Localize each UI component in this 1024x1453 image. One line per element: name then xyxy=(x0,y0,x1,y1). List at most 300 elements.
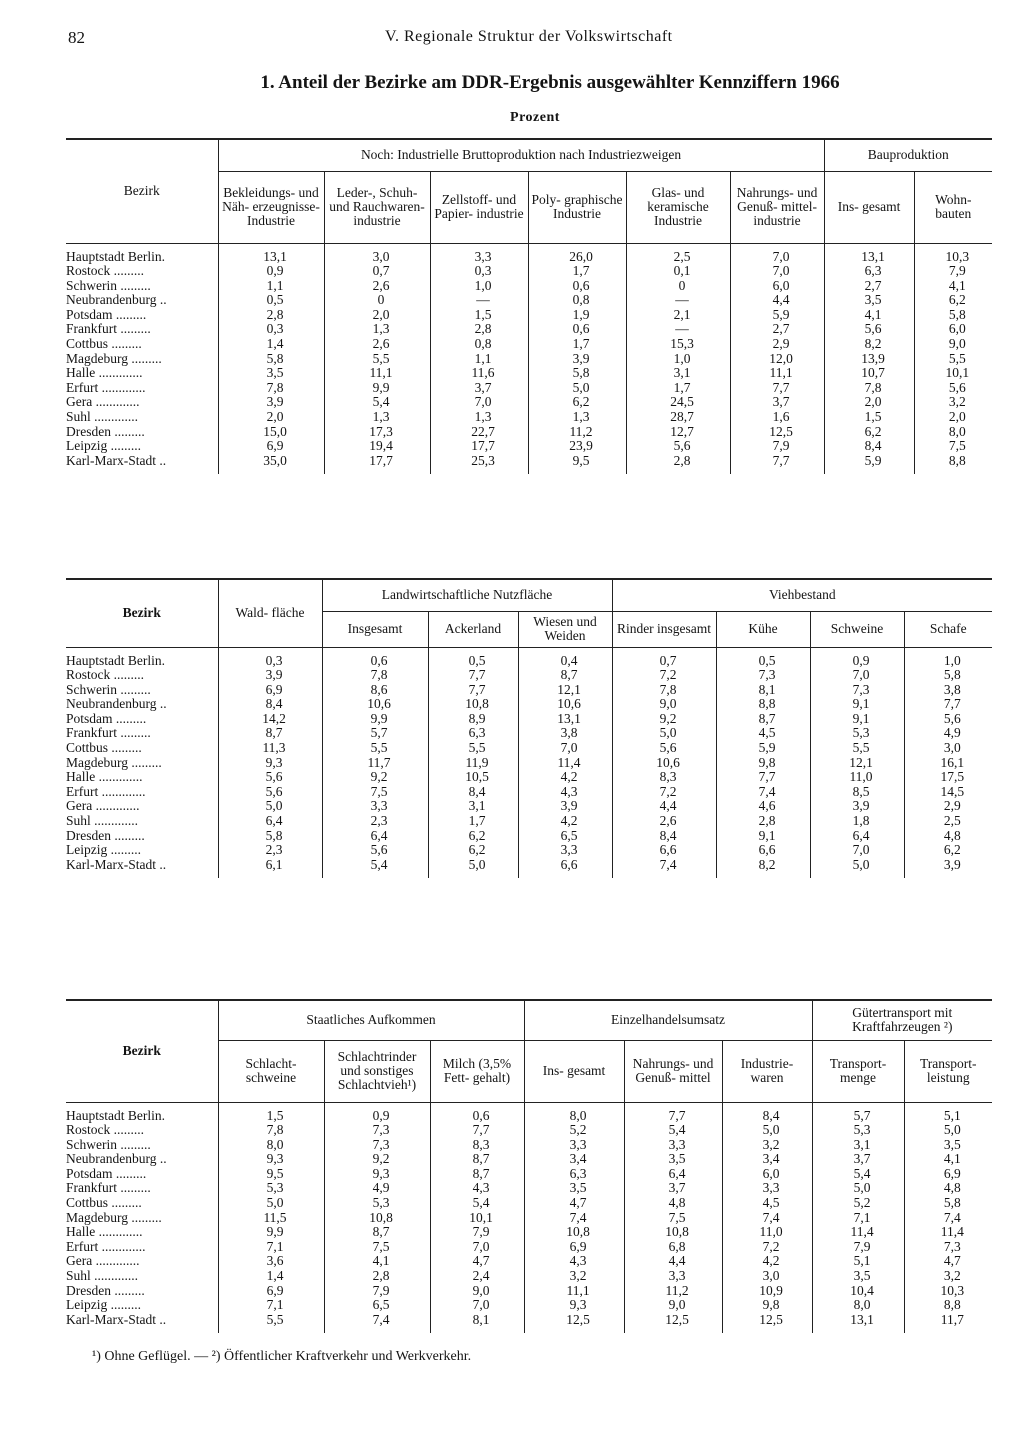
table-row xyxy=(66,425,992,440)
table-cell: 7,0 xyxy=(810,843,904,858)
table-cell: 3,3 xyxy=(430,243,528,264)
table-cell: 13,1 xyxy=(218,243,324,264)
table-cell: 5,2 xyxy=(524,1123,624,1138)
table-cell: 3,3 xyxy=(624,1138,722,1153)
district-name: Erfurt ............. xyxy=(66,1238,146,1254)
table-cell: 4,5 xyxy=(722,1196,812,1211)
table-cell: 3,5 xyxy=(524,1181,624,1196)
district-name: Hauptstadt Berlin. xyxy=(66,248,165,264)
table-cell: 5,0 xyxy=(722,1123,812,1138)
column-header: Ins- gesamt xyxy=(524,1040,624,1102)
column-header: Wiesen und Weiden xyxy=(518,611,612,647)
table-cell: 2,0 xyxy=(324,308,430,323)
table-cell: 0 xyxy=(324,293,430,308)
table-cell: 5,7 xyxy=(322,726,428,741)
table-industry-construction xyxy=(66,138,992,474)
table-cell: 7,8 xyxy=(218,1123,324,1138)
table-cell: 5,6 xyxy=(612,741,716,756)
table-cell: 4,6 xyxy=(716,799,810,814)
table-row xyxy=(66,697,992,712)
running-head: V. Regionale Struktur der Volkswirtschaft xyxy=(385,28,673,45)
table-row xyxy=(66,243,992,264)
table-cell: 1,4 xyxy=(218,1269,324,1284)
table-cell: 14,2 xyxy=(218,712,322,727)
table-cell: 3,2 xyxy=(524,1269,624,1284)
table-cell: 6,6 xyxy=(518,858,612,879)
table-cell: 9,8 xyxy=(722,1298,812,1313)
table-cell: 9,5 xyxy=(528,454,626,475)
table-cell: 6,4 xyxy=(322,829,428,844)
table-cell: 7,4 xyxy=(904,1211,992,1226)
table-cell: 6,2 xyxy=(824,425,914,440)
district-name: Hauptstadt Berlin. xyxy=(66,1107,165,1123)
table-cell: 8,7 xyxy=(218,726,322,741)
table-cell: 5,4 xyxy=(430,1196,524,1211)
table-cell: 6,1 xyxy=(218,858,322,879)
table-cell: 1,7 xyxy=(428,814,518,829)
table-cell: 5,8 xyxy=(218,352,324,367)
table-cell: 5,8 xyxy=(528,366,626,381)
table-cell: 3,1 xyxy=(428,799,518,814)
table-cell: 13,1 xyxy=(518,712,612,727)
district-name: Hauptstadt Berlin. xyxy=(66,652,165,668)
district-name: Erfurt ............. xyxy=(66,379,146,395)
table-cell: 5,6 xyxy=(824,322,914,337)
table-cell: 7,8 xyxy=(612,683,716,698)
table-cell: 5,5 xyxy=(914,352,992,367)
district-name: Gera ............. xyxy=(66,394,140,410)
table-cell: 4,1 xyxy=(324,1254,430,1269)
district-name: Frankfurt ......... xyxy=(66,321,151,337)
table-cell: 2,9 xyxy=(730,337,824,352)
table-cell: 5,7 xyxy=(812,1102,904,1123)
table-cell: 3,8 xyxy=(518,726,612,741)
column-header: Milch (3,5% Fett- gehalt) xyxy=(430,1040,524,1102)
table-cell: 5,8 xyxy=(218,829,322,844)
table-cell: 8,8 xyxy=(904,1298,992,1313)
district-name: Halle ............. xyxy=(66,365,143,381)
table-cell: 4,8 xyxy=(904,1181,992,1196)
table-cell: 25,3 xyxy=(430,454,528,475)
district-name: Neubrandenburg .. xyxy=(66,292,167,308)
table-cell: 11,1 xyxy=(324,366,430,381)
table-cell: 3,2 xyxy=(914,395,992,410)
table-cell: 3,9 xyxy=(528,352,626,367)
table-cell: 7,0 xyxy=(810,668,904,683)
table-cell: 9,0 xyxy=(914,337,992,352)
district-name: Leipzig ......... xyxy=(66,842,141,858)
table-cell: 12,0 xyxy=(730,352,824,367)
table-row xyxy=(66,1181,992,1196)
table-cell: 10,8 xyxy=(524,1225,624,1240)
table-row xyxy=(66,337,992,352)
column-header: Industrie- waren xyxy=(722,1040,812,1102)
table-cell: 3,2 xyxy=(904,1269,992,1284)
table-cell: 3,9 xyxy=(218,668,322,683)
table-cell: 10,8 xyxy=(428,697,518,712)
table-cell: 0,5 xyxy=(428,647,518,668)
table-cell: 12,5 xyxy=(722,1313,812,1334)
table-cell: 7,1 xyxy=(812,1211,904,1226)
table-cell: 8,0 xyxy=(812,1298,904,1313)
table-cell: — xyxy=(626,322,730,337)
table-cell: 10,8 xyxy=(324,1211,430,1226)
table-cell: 10,6 xyxy=(518,697,612,712)
table-cell: 7,7 xyxy=(428,668,518,683)
table-row xyxy=(66,308,992,323)
table-cell: 11,4 xyxy=(904,1225,992,1240)
table-cell: 2,3 xyxy=(322,814,428,829)
table-cell: 8,4 xyxy=(218,697,322,712)
table-cell: 11,7 xyxy=(322,756,428,771)
page-number: 82 xyxy=(68,28,85,47)
column-header: Kühe xyxy=(716,611,810,647)
district-name: Schwerin ......... xyxy=(66,681,151,697)
column-header: Transport- leistung xyxy=(904,1040,992,1102)
district-name: Suhl ............. xyxy=(66,813,139,829)
table-cell: 7,9 xyxy=(730,439,824,454)
table-cell: 4,8 xyxy=(624,1196,722,1211)
district-name: Gera ............. xyxy=(66,1253,140,1269)
group-header-einzelhandel: Einzelhandelsumsatz xyxy=(524,1000,812,1040)
district-name: Neubrandenburg .. xyxy=(66,696,167,712)
district-name: Halle ............. xyxy=(66,769,143,785)
table-cell: 4,7 xyxy=(904,1254,992,1269)
table-cell: 9,0 xyxy=(430,1284,524,1299)
table-cell: 2,5 xyxy=(904,814,992,829)
table-cell: 11,2 xyxy=(624,1284,722,1299)
table-cell: 6,0 xyxy=(914,322,992,337)
table-cell: 9,3 xyxy=(524,1298,624,1313)
table-cell: 10,7 xyxy=(824,366,914,381)
table-row xyxy=(66,843,992,858)
table-cell: 0,9 xyxy=(218,264,324,279)
column-header: Poly- graphische Industrie xyxy=(528,171,626,243)
district-name: Halle ............. xyxy=(66,1224,143,1240)
table-cell: 8,0 xyxy=(524,1102,624,1123)
table-cell: 0 xyxy=(626,279,730,294)
table-cell: 10,8 xyxy=(624,1225,722,1240)
table-cell: 7,2 xyxy=(722,1240,812,1255)
table-cell: 10,5 xyxy=(428,770,518,785)
table-cell: 0,9 xyxy=(324,1102,430,1123)
table-row xyxy=(66,322,992,337)
table-row xyxy=(66,741,992,756)
table-cell: 7,5 xyxy=(914,439,992,454)
table-cell: 7,3 xyxy=(904,1240,992,1255)
table-cell: 16,1 xyxy=(904,756,992,771)
table-cell: 3,7 xyxy=(812,1152,904,1167)
table-cell: 3,5 xyxy=(218,366,324,381)
table-cell: 6,4 xyxy=(624,1167,722,1182)
district-name: Magdeburg ......... xyxy=(66,1209,162,1225)
district-name: Dresden ......... xyxy=(66,423,145,439)
table-cell: 17,7 xyxy=(324,454,430,475)
table-cell: 5,6 xyxy=(218,770,322,785)
table-row xyxy=(66,1196,992,1211)
table-cell: 11,9 xyxy=(428,756,518,771)
table-cell: 23,9 xyxy=(528,439,626,454)
table-cell: 6,2 xyxy=(904,843,992,858)
table-cell: 7,8 xyxy=(824,381,914,396)
table-cell: 5,3 xyxy=(218,1181,324,1196)
table-cell: 17,5 xyxy=(904,770,992,785)
table-cell: 7,8 xyxy=(218,381,324,396)
table-cell: 7,4 xyxy=(716,785,810,800)
table-cell: 3,0 xyxy=(722,1269,812,1284)
table-cell: 3,5 xyxy=(624,1152,722,1167)
table-cell: 4,8 xyxy=(904,829,992,844)
district-name: Potsdam ......... xyxy=(66,1165,147,1181)
table-cell: 2,6 xyxy=(324,337,430,352)
district-name: Leipzig ......... xyxy=(66,1297,141,1313)
column-header: Schlacht- schweine xyxy=(218,1040,324,1102)
table-cell: 5,5 xyxy=(428,741,518,756)
table-cell: 11,0 xyxy=(810,770,904,785)
table-cell: 13,1 xyxy=(824,243,914,264)
table-cell: 10,1 xyxy=(914,366,992,381)
table-row xyxy=(66,1269,992,1284)
table-cell: 2,0 xyxy=(914,410,992,425)
table-cell: 7,2 xyxy=(612,668,716,683)
table-cell: 7,7 xyxy=(428,683,518,698)
column-header: Schweine xyxy=(810,611,904,647)
table-cell: 8,7 xyxy=(518,668,612,683)
table-cell: 3,8 xyxy=(904,683,992,698)
district-name: Cottbus ......... xyxy=(66,740,142,756)
table-cell: 5,5 xyxy=(810,741,904,756)
table-cell: 10,6 xyxy=(322,697,428,712)
table-cell: 3,7 xyxy=(730,395,824,410)
table-cell: 0,4 xyxy=(518,647,612,668)
table-cell: 5,6 xyxy=(218,785,322,800)
table-cell: 3,3 xyxy=(518,843,612,858)
table-cell: 15,0 xyxy=(218,425,324,440)
table-cell: 1,3 xyxy=(324,410,430,425)
table-cell: 3,6 xyxy=(218,1254,324,1269)
table-cell: 1,3 xyxy=(324,322,430,337)
table-cell: — xyxy=(626,293,730,308)
table-cell: 5,0 xyxy=(218,1196,324,1211)
district-name: Cottbus ......... xyxy=(66,1195,142,1211)
table-cell: 7,9 xyxy=(914,264,992,279)
table-cell: 5,4 xyxy=(812,1167,904,1182)
district-name: Suhl ............. xyxy=(66,1268,139,1284)
table-cell: 3,3 xyxy=(524,1138,624,1153)
table-cell: 5,9 xyxy=(730,308,824,323)
table-cell: 10,6 xyxy=(612,756,716,771)
table-row xyxy=(66,279,992,294)
table-cell: 0,9 xyxy=(810,647,904,668)
district-name: Schwerin ......... xyxy=(66,1136,151,1152)
table-cell: 4,9 xyxy=(904,726,992,741)
table-cell: 0,6 xyxy=(430,1102,524,1123)
table-cell: 6,9 xyxy=(218,439,324,454)
table-supply-retail-transport xyxy=(66,999,992,1333)
table-cell: 8,3 xyxy=(430,1138,524,1153)
table-cell: 5,0 xyxy=(812,1181,904,1196)
table-cell: 1,7 xyxy=(626,381,730,396)
table-cell: 6,2 xyxy=(914,293,992,308)
table-cell: 1,1 xyxy=(218,279,324,294)
table-cell: 4,3 xyxy=(518,785,612,800)
table-cell: 9,1 xyxy=(716,829,810,844)
district-name: Leipzig ......... xyxy=(66,438,141,454)
table-cell: 9,1 xyxy=(810,697,904,712)
table-row xyxy=(66,829,992,844)
table-cell: 2,9 xyxy=(904,799,992,814)
table-cell: 7,3 xyxy=(810,683,904,698)
table-cell: 8,7 xyxy=(430,1167,524,1182)
table-cell: 6,5 xyxy=(518,829,612,844)
page-title: 1. Anteil der Bezirke am DDR-Ergebnis ausgewählter Kennziffern 1966 xyxy=(260,72,840,93)
table-cell: 6,9 xyxy=(524,1240,624,1255)
district-name: Magdeburg ......... xyxy=(66,754,162,770)
table-cell: 7,3 xyxy=(324,1123,430,1138)
table-row xyxy=(66,439,992,454)
table-cell: 7,0 xyxy=(730,243,824,264)
district-name: Neubrandenburg .. xyxy=(66,1151,167,1167)
table-cell: 3,0 xyxy=(324,243,430,264)
table-cell: 8,4 xyxy=(824,439,914,454)
table-cell: 4,7 xyxy=(524,1196,624,1211)
table-cell: 3,1 xyxy=(626,366,730,381)
table-cell: 0,3 xyxy=(218,647,322,668)
table-row xyxy=(66,858,992,879)
table-cell: 7,5 xyxy=(324,1240,430,1255)
table-row xyxy=(66,647,992,668)
table-cell: 2,3 xyxy=(218,843,322,858)
district-name: Magdeburg ......... xyxy=(66,350,162,366)
table-cell: 5,4 xyxy=(624,1123,722,1138)
table-cell: 8,7 xyxy=(716,712,810,727)
table-cell: 7,0 xyxy=(430,1298,524,1313)
table-cell: 11,1 xyxy=(524,1284,624,1299)
column-header-waldflaeche: Wald- fläche xyxy=(218,579,322,647)
table-cell: 6,2 xyxy=(428,843,518,858)
table-cell: 12,5 xyxy=(624,1313,722,1334)
column-header: Ackerland xyxy=(428,611,518,647)
table-cell: 12,5 xyxy=(730,425,824,440)
table-cell: 8,8 xyxy=(914,454,992,475)
table-cell: 5,0 xyxy=(612,726,716,741)
table-cell: 1,5 xyxy=(430,308,528,323)
table-cell: 4,1 xyxy=(904,1152,992,1167)
table-cell: 7,8 xyxy=(322,668,428,683)
table-cell: 5,3 xyxy=(810,726,904,741)
table-cell: 0,3 xyxy=(218,322,324,337)
table-cell: 3,9 xyxy=(518,799,612,814)
table-cell: 5,4 xyxy=(324,395,430,410)
district-name: Frankfurt ......... xyxy=(66,725,151,741)
table-cell: 9,5 xyxy=(218,1167,324,1182)
district-name: Dresden ......... xyxy=(66,1282,145,1298)
table-cell: 1,7 xyxy=(528,337,626,352)
column-header: Glas- und keramische Industrie xyxy=(626,171,730,243)
table-cell: 10,4 xyxy=(812,1284,904,1299)
table-cell: 6,9 xyxy=(218,683,322,698)
table-cell: 14,5 xyxy=(904,785,992,800)
table-cell: 9,8 xyxy=(716,756,810,771)
table-row xyxy=(66,1167,992,1182)
column-header-bezirk: Bezirk xyxy=(66,139,218,243)
table-cell: 9,0 xyxy=(624,1298,722,1313)
table-cell: 7,5 xyxy=(322,785,428,800)
table-cell: 1,8 xyxy=(810,814,904,829)
table-cell: 3,3 xyxy=(322,799,428,814)
table-cell: 7,1 xyxy=(218,1240,324,1255)
table-cell: 10,1 xyxy=(430,1211,524,1226)
table-cell: 3,9 xyxy=(904,858,992,879)
table-cell: 8,5 xyxy=(810,785,904,800)
table-cell: 2,0 xyxy=(824,395,914,410)
table-cell: 11,4 xyxy=(812,1225,904,1240)
table-cell: 2,8 xyxy=(626,454,730,475)
table-cell: 9,0 xyxy=(612,697,716,712)
table-row xyxy=(66,410,992,425)
table-cell: 8,3 xyxy=(612,770,716,785)
table-row xyxy=(66,1254,992,1269)
table-cell: 5,6 xyxy=(322,843,428,858)
column-header: Nahrungs- und Genuß- mittel- industrie xyxy=(730,171,824,243)
table-cell: 4,1 xyxy=(914,279,992,294)
table-cell: 11,6 xyxy=(430,366,528,381)
table-cell: 6,5 xyxy=(324,1298,430,1313)
table-cell: 11,2 xyxy=(528,425,626,440)
table-row xyxy=(66,785,992,800)
table-cell: 3,5 xyxy=(812,1269,904,1284)
table-cell: 2,7 xyxy=(824,279,914,294)
column-header: Insgesamt xyxy=(322,611,428,647)
table-cell: 17,7 xyxy=(430,439,528,454)
table-cell: 2,6 xyxy=(324,279,430,294)
table-land-livestock xyxy=(66,578,992,878)
table-cell: 0,7 xyxy=(324,264,430,279)
table-cell: 24,5 xyxy=(626,395,730,410)
table-cell: 7,3 xyxy=(324,1138,430,1153)
table-cell: 5,6 xyxy=(914,381,992,396)
table-cell: 10,3 xyxy=(914,243,992,264)
table-cell: 8,1 xyxy=(716,683,810,698)
table-cell: 9,2 xyxy=(322,770,428,785)
table-cell: 6,2 xyxy=(528,395,626,410)
table-cell: 5,3 xyxy=(812,1123,904,1138)
table-cell: 4,7 xyxy=(430,1254,524,1269)
table-cell: 35,0 xyxy=(218,454,324,475)
table-cell: 1,0 xyxy=(430,279,528,294)
table-cell: 4,3 xyxy=(524,1254,624,1269)
table-cell: 7,0 xyxy=(730,264,824,279)
table-row xyxy=(66,683,992,698)
table-cell: 5,2 xyxy=(812,1196,904,1211)
table-cell: 5,8 xyxy=(904,1196,992,1211)
table-cell: 5,1 xyxy=(812,1254,904,1269)
table-cell: 3,9 xyxy=(218,395,324,410)
table-cell: 7,7 xyxy=(730,454,824,475)
table-cell: 8,4 xyxy=(612,829,716,844)
table-cell: 4,1 xyxy=(824,308,914,323)
table-row xyxy=(66,293,992,308)
column-header: Transport- menge xyxy=(812,1040,904,1102)
table-row xyxy=(66,352,992,367)
table-cell: 1,3 xyxy=(430,410,528,425)
table-cell: 5,0 xyxy=(528,381,626,396)
table-cell: 5,6 xyxy=(904,712,992,727)
table-cell: 4,4 xyxy=(612,799,716,814)
table-cell: 0,3 xyxy=(430,264,528,279)
table-cell: 6,0 xyxy=(722,1167,812,1182)
table-cell: 8,2 xyxy=(716,858,810,879)
